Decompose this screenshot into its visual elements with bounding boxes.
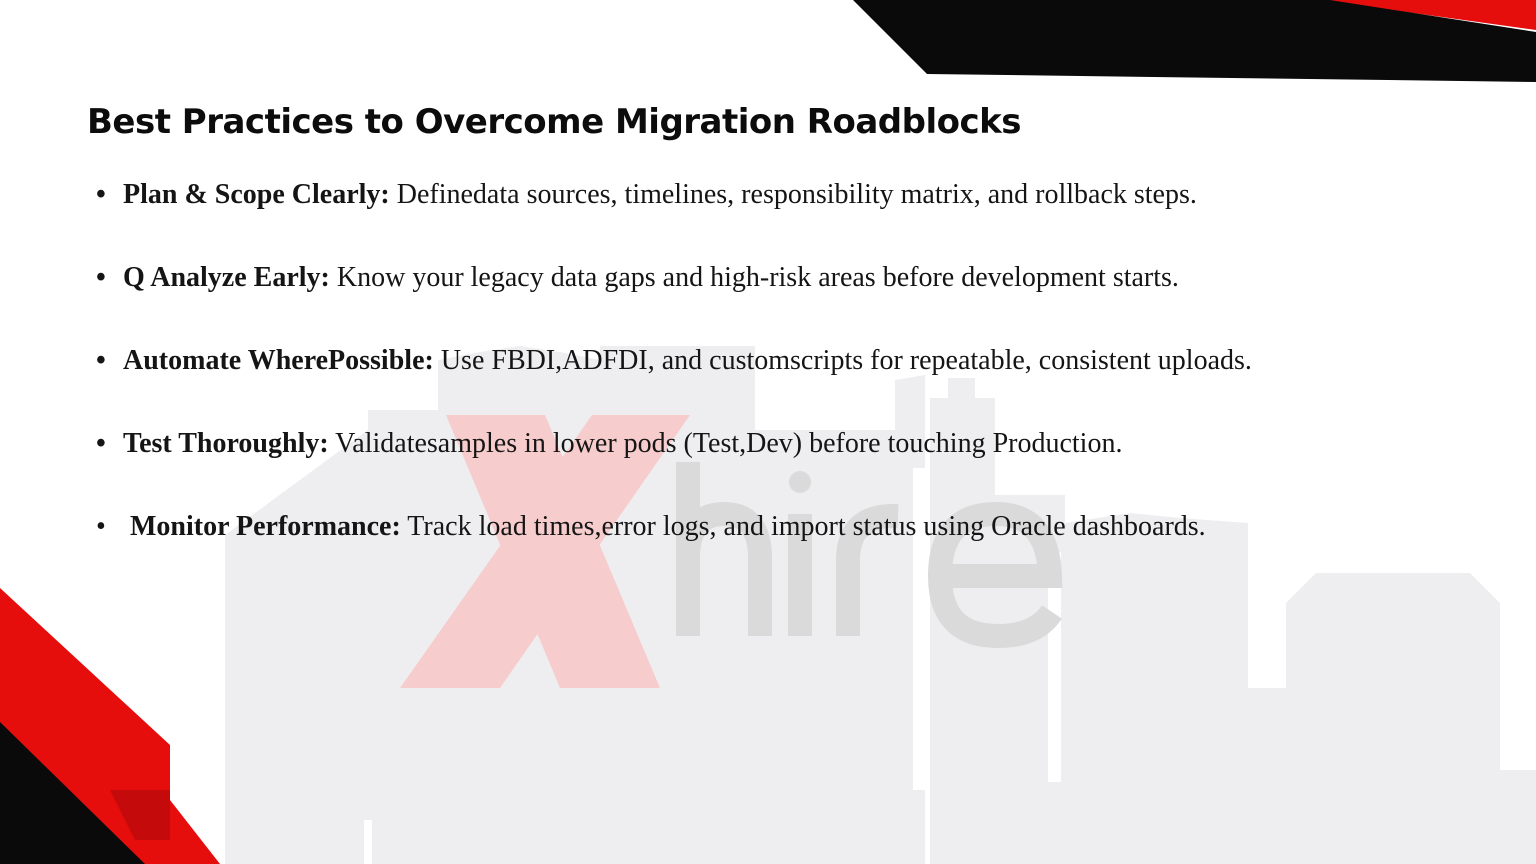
item-heading: Test Thoroughly: [123, 428, 329, 459]
item-text: Use FBDI,ADFDI, and customscripts for repeatable, consistent uploads. [433, 345, 1252, 376]
bullet-dot-icon: • [96, 262, 106, 293]
item-heading: Monitor Performance: [130, 511, 401, 542]
item-text: Definedata sources, timelines, responsibility matrix, and rollback steps. [389, 179, 1197, 210]
item-heading: Automate WherePossible: [123, 345, 434, 376]
list-item [96, 257, 1236, 299]
list-item [96, 506, 1236, 548]
slide-title: Best Practices to Overcome Migration Roadblocks [87, 102, 1021, 142]
practices-list [96, 174, 1416, 589]
item-text: Know your legacy data gaps and high-risk areas before development starts. [329, 262, 1179, 293]
list-item [96, 423, 1416, 465]
item-text: Validatesamples in lower pods (Test,Dev) before touching Production. [328, 428, 1123, 459]
list-item [96, 340, 1416, 382]
bullet-dot-icon: • [96, 345, 106, 376]
item-heading: Plan & Scope Clearly: [123, 179, 390, 210]
item-text: Track load times,error logs, and import status using Oracle dashboards. [400, 511, 1206, 542]
bullet-dot-icon: • [96, 428, 106, 459]
item-heading: Q Analyze Early: [123, 262, 330, 293]
bullet-dot-icon: • [96, 511, 106, 542]
bullet-dot-icon: • [96, 179, 106, 210]
list-item [96, 174, 1416, 216]
